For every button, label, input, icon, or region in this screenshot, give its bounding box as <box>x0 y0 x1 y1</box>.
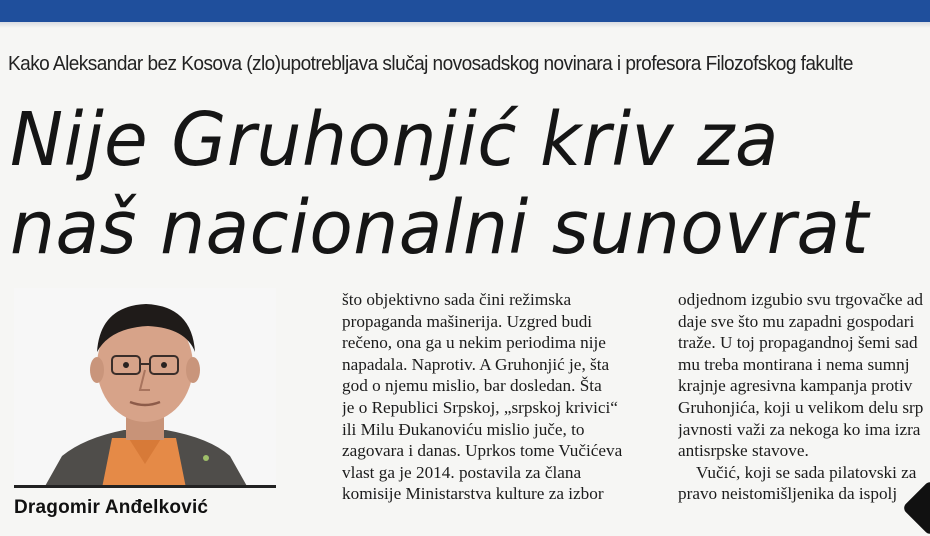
column-1-line: što objektivno sada čini režimska <box>342 290 572 309</box>
column-2-line: antisrpske stavove. <box>678 441 809 461</box>
column-1-line: ili Milu Đukanoviću mislio juče, to <box>342 419 585 439</box>
column-1-line: napadala. Naprotiv. A Gruhonjić je, šta <box>342 354 610 374</box>
headline-line-2: naš nacionalni sunovrat <box>10 185 869 271</box>
author-name: Dragomir Anđelković <box>14 497 209 518</box>
photo-caption-rule <box>14 485 276 488</box>
column-1-line: vlast ga je 2014. postavila za člana <box>342 462 582 482</box>
column-2-line: daje sve što mu zapadni gospodari <box>678 311 915 331</box>
column-1-line: rečeno, ona ga u nekim periodima nije <box>342 333 606 353</box>
column-1-line: komisije Ministarstva kulture za izbor <box>342 484 604 504</box>
column-2-line: odjednom izgubio svu trgovačke ad <box>678 290 924 309</box>
column-2-line: pravo neistomišljenika da ispolj <box>678 484 898 504</box>
author-photo <box>14 288 276 488</box>
column-2-line: mu treba montirana i nema sumnj <box>678 354 910 374</box>
column-2-line: javnosti važi za nekoga ko ima izra <box>678 419 921 439</box>
headline-line-1: Nije Gruhonjić kriv za <box>10 97 779 183</box>
article-headline <box>10 96 912 272</box>
column-1-line: je o Republici Srpskoj, „srpskoj krivici“ <box>342 397 618 417</box>
column-2-line: Vučić, koji se sada pilatovski za <box>696 462 917 482</box>
column-1-line: propaganda mašinerija. Uzgred budi <box>342 311 593 331</box>
masthead-color-bar <box>0 0 930 22</box>
author-portrait-illustration <box>14 288 276 488</box>
article-column-1 <box>342 289 664 505</box>
article-kicker: Kako Aleksandar bez Kosova (zlo)upotrebljava slučaj novosadskog novinara i profesora Filozofskog fakulte <box>8 52 853 75</box>
column-2-line: traže. U toj propagandnoj šemi sad <box>678 333 918 353</box>
masthead-shadow <box>0 22 930 28</box>
article-column-2 <box>678 289 930 505</box>
column-1-line: zagovara i danas. Uprkos tome Vučićeva <box>342 441 623 461</box>
column-1-line: god o njemu mislio, bar dosledan. Šta <box>342 376 602 396</box>
column-2-line: Gruhonjića, koji u velikom delu srp <box>678 397 924 417</box>
column-2-line: krajnje agresivna kampanja protiv <box>678 376 913 396</box>
